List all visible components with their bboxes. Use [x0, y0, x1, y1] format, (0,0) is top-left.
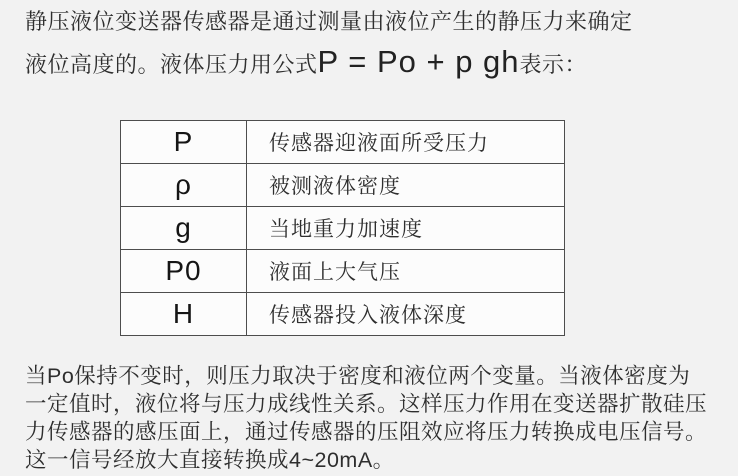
description-cell: 传感器投入液体深度: [247, 293, 565, 336]
description-cell: 传感器迎液面所受压力: [247, 121, 565, 164]
intro-line1: 静压液位变送器传感器是通过测量由液位产生的静压力来确定: [25, 9, 633, 34]
table-row: [121, 250, 565, 293]
footer-line3: 力传感器的感压面上，通过传感器的压阻效应将压力转换成电压信号。: [25, 420, 708, 444]
symbol-cell: H: [121, 293, 247, 336]
symbol-cell: g: [121, 207, 247, 250]
footer-line1: 当Po保持不变时，则压力取决于密度和液位两个变量。当液体密度为: [25, 364, 691, 388]
symbol-definition-table: [120, 120, 565, 336]
table-row: [121, 207, 565, 250]
table-row: [121, 293, 565, 336]
intro-paragraph: [25, 2, 725, 85]
description-cell: 当地重力加速度: [247, 207, 565, 250]
pressure-formula: P = Po + p gh: [317, 44, 520, 79]
table-row: [121, 164, 565, 207]
footer-paragraph: [25, 362, 731, 474]
symbol-cell: P0: [121, 250, 247, 293]
table-row: [121, 121, 565, 164]
intro-line2-suffix: 表示：: [519, 52, 588, 77]
description-cell: 被测液体密度: [247, 164, 565, 207]
intro-line2-prefix: 液位高度的。液体压力用公式: [25, 52, 318, 77]
footer-line4: 这一信号经放大直接转换成4~20mA。: [25, 448, 395, 472]
symbol-cell: P: [121, 121, 247, 164]
description-cell: 液面上大气压: [247, 250, 565, 293]
footer-line2: 一定值时，液位将与压力成线性关系。这样压力作用在变送器扩散硅压: [25, 392, 708, 416]
symbol-cell: ρ: [121, 164, 247, 207]
